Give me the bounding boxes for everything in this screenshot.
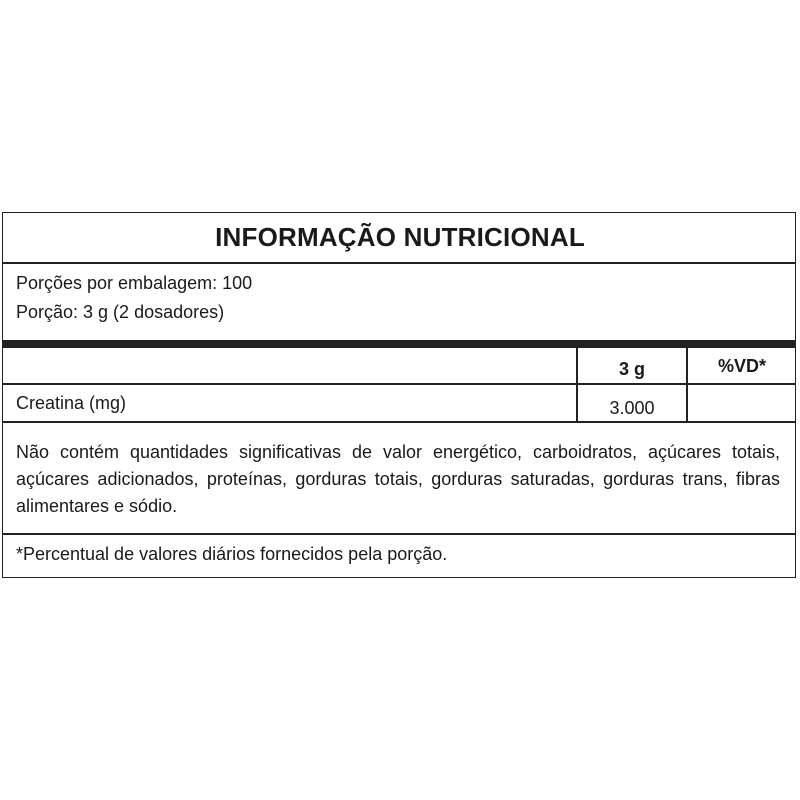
footnote-divider: [3, 533, 795, 535]
dv-column-header: %VD*: [717, 356, 766, 376]
serving-size: Porção: 3 g (2 dosadores): [16, 302, 225, 322]
table-bottom-divider: [3, 421, 795, 423]
nutrient-amount: 3.000: [609, 398, 655, 418]
title-divider: [3, 262, 795, 264]
servings-per-package: Porções por embalagem: 100: [16, 273, 253, 293]
footnote: *Percentual de valores diários fornecidos pela porção.: [16, 544, 448, 564]
nutrient-name: Creatina (mg): [16, 393, 127, 413]
thick-divider: [3, 340, 795, 348]
amount-column-header: 3 g: [618, 359, 645, 379]
not-significant-note: Não contém quantidades significativas de valor energético, carboidratos, açúcares totais, açúcares adicionados, proteínas, gorduras totais, gorduras saturadas, gorduras trans, fibras alimentares e sódio.: [16, 442, 780, 516]
panel-title: INFORMAÇÃO NUTRICIONAL: [215, 222, 585, 252]
header-divider: [3, 383, 795, 385]
